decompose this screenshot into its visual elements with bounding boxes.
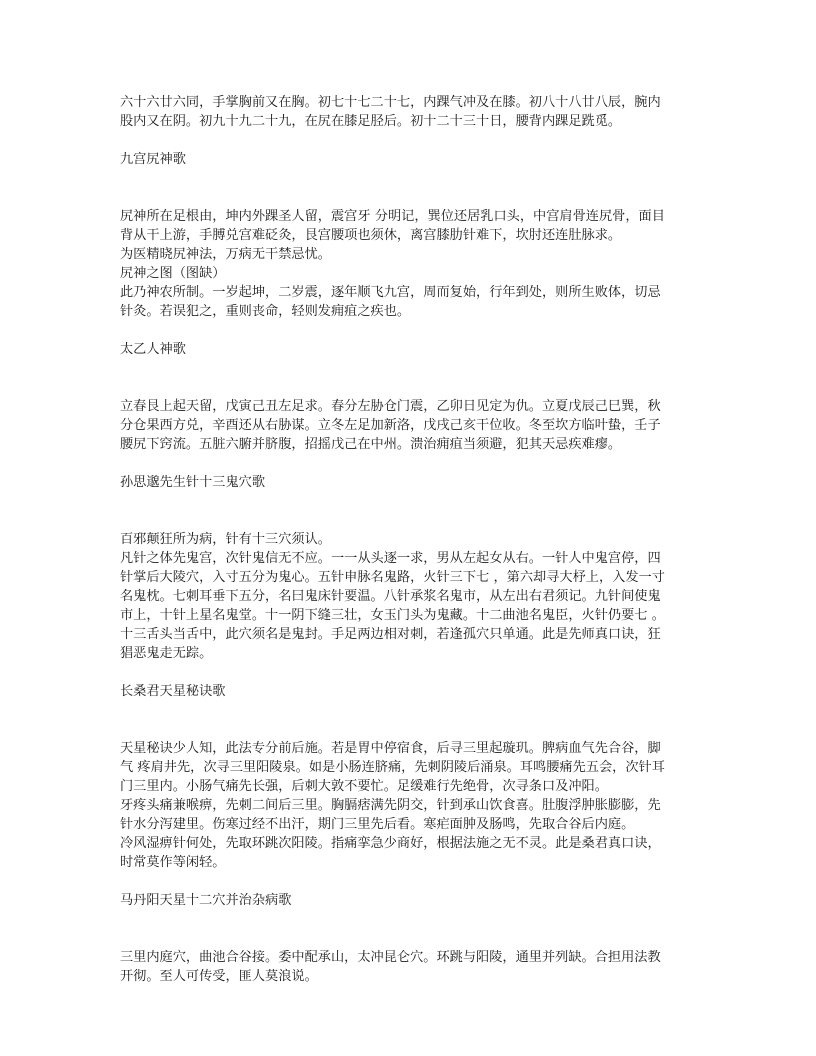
section-body-changsang <box>120 739 702 872</box>
text-line: 此乃神农所制。一岁起坤，二岁震，逐年顺飞九宫，周而复始，行年到处，则所生败体，切忌 <box>120 285 661 300</box>
section-body-taiyi <box>120 397 702 454</box>
section-body-madanyang <box>120 948 702 986</box>
document-page <box>120 93 702 986</box>
text-line: 门三里内。小肠气痛先长强，后刺大敦不要忙。足缓难行先绝骨，次寻条口及冲阳。 <box>120 779 608 794</box>
text-line: 针灸。若误犯之，重则丧命，轻则发痈疽之疾也。 <box>120 304 411 319</box>
section-title-madanyang: 马丹阳天星十二穴并治杂病歌 <box>120 893 292 908</box>
text-line: 牙疼头痛兼喉痹，先刺二间后三里。胸膈痞满先阴交，针到承山饮食喜。肚腹浮肿胀膨膨，先 <box>120 798 661 813</box>
intro-paragraph <box>120 93 702 131</box>
figure-caption: 尻神之图（图缺） <box>120 266 226 281</box>
section-title-changsang: 长桑君天星秘诀歌 <box>120 684 226 699</box>
section-title-jiugong: 九宫尻神歌 <box>120 152 186 167</box>
text-line: 十三舌头当舌中，此穴须名是鬼封。手足两边相对刺，若逢孤穴只单通。此是先师真口诀，狂 <box>120 627 661 642</box>
section-title-taiyi: 太乙人神歌 <box>120 342 186 357</box>
text-line: 凡针之体先鬼宫，次针鬼信无不应。一一从头逐一求，男从左起女从右。一针人中鬼宫停，四 <box>120 551 661 566</box>
section-body-sunsimiao <box>120 530 702 663</box>
text-line: 百邪颠狂所为病，针有十三穴须认。 <box>120 532 331 547</box>
text-line: 天星秘诀少人知，此法专分前后施。若是胃中停宿食，后寻三里起璇玑。脾病血气先合谷，脚 <box>120 741 661 756</box>
text-line: 三里内庭穴，曲池合谷接。委中配承山，太冲昆仑穴。环跳与阳陵，通里并列缺。合担用法教 <box>120 950 661 965</box>
text-line: 背从干上游，手膊兑宫难砭灸，艮宫腰项也须休，离宫膝肋针难下，坎肘还连肚脉求。 <box>120 228 622 243</box>
text-line: 名鬼枕。七刺耳垂下五分，名曰鬼床针要温。八针承浆名鬼市，从左出右君须记。九针间使鬼 <box>120 589 661 604</box>
section-title-sunsimiao: 孙思邈先生针十三鬼穴歌 <box>120 475 266 490</box>
text-line: 气 疼肩井先，次寻三里阳陵泉。如是小肠连脐痛，先刺阴陵后涌泉。耳鸣腰痛先五会，次针耳 <box>120 760 665 775</box>
text-line: 市上，十针上星名鬼堂。十一阴下缝三壮，女玉门头为鬼藏。十二曲池名鬼臣，火针仍要七 。 <box>120 608 665 623</box>
text-line: 腰尻下窍流。五脏六腑并脐腹，招摇戊己在中州。溃治痈疽当须避，犯其天忌疾难瘳。 <box>120 437 622 452</box>
text-line: 立春艮上起天留，戊寅己丑左足求。春分左胁仓门震，乙卯日见定为仇。立夏戊辰己巳巽，秋 <box>120 399 661 414</box>
text-line: 冷风湿痹针何处，先取环跳次阳陵。指痛挛急少商好，根据法施之无不灵。此是桑君真口诀， <box>120 836 661 851</box>
text-line: 六十六廿六同，手掌胸前又在胸。初七十七二十七，内踝气冲及在膝。初八十八廿八辰，腕内 <box>120 95 661 110</box>
text-line: 猖恶鬼走无踪。 <box>120 646 213 661</box>
text-line: 时常莫作等闲轻。 <box>120 855 226 870</box>
text-line: 针水分泻建里。伤寒过经不出汗，期门三里先后看。寒疟面肿及肠鸣，先取合谷后内庭。 <box>120 817 635 832</box>
text-line: 针掌后大陵穴，入寸五分为鬼心。五针申脉名鬼路，火针三下七 ，第六却寻大杼上，入发一寸 <box>120 570 665 585</box>
section-body-jiugong <box>120 207 702 321</box>
text-line: 尻神所在足根由，坤内外踝圣人留，震宫牙 分明记，巽位还居乳口头，中宫肩骨连尻骨，面目 <box>120 209 665 224</box>
text-line: 股内又在阴。初九十九二十九，在尻在膝足胫后。初十二十三十日，腰背内踝足跣觅。 <box>120 114 622 129</box>
text-line: 开彻。至人可传受，匪人莫浪说。 <box>120 969 318 984</box>
text-line: 为医精晓尻神法，万病无干禁忌忧。 <box>120 247 331 262</box>
text-line: 分仓果西方兑，辛酉还从右胁谋。立冬左足加新洛，戊戌己亥干位收。冬至坎方临叶蛰，壬子 <box>120 418 661 433</box>
